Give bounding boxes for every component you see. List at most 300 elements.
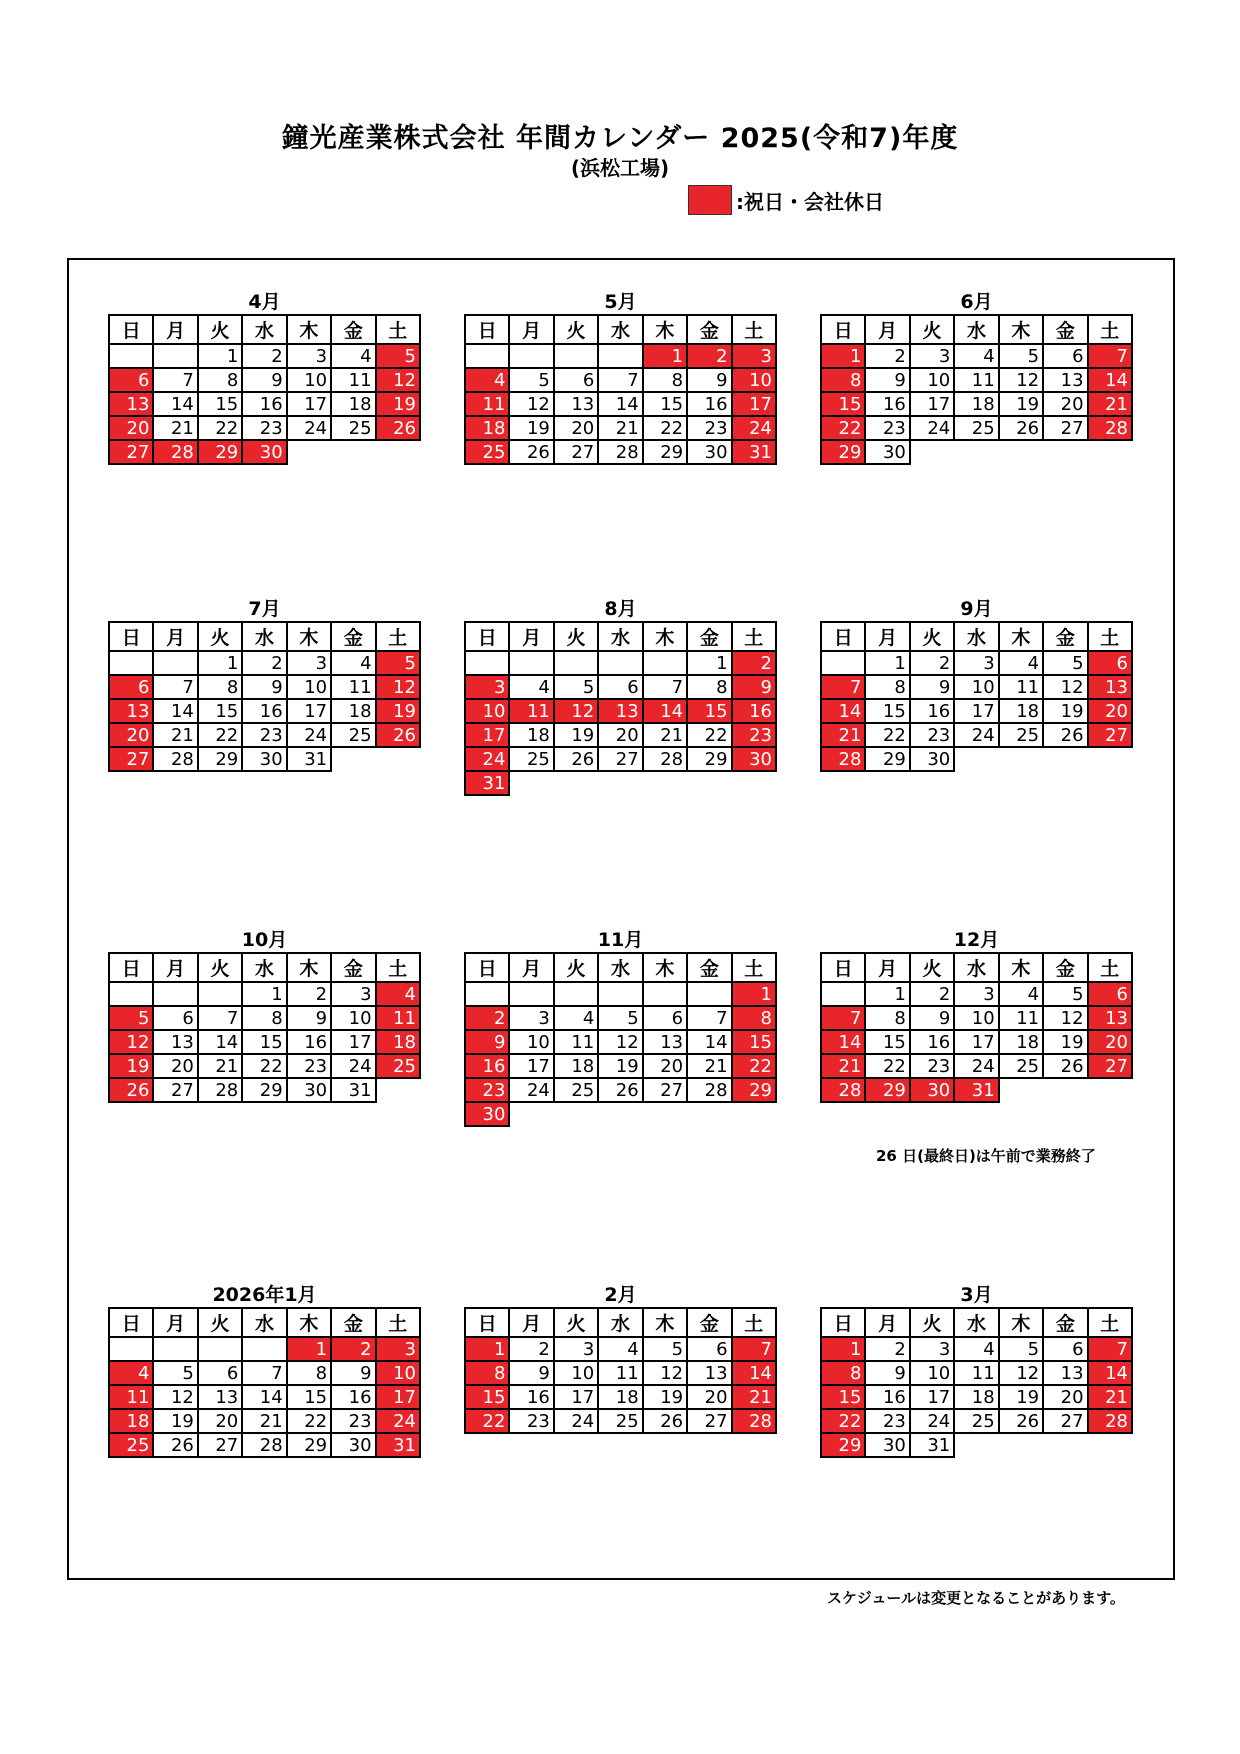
day-cell: 9 [865, 1361, 909, 1385]
weekday-header: 月 [509, 622, 553, 651]
holiday-cell: 13 [1088, 675, 1132, 699]
day-cell: 9 [242, 368, 286, 392]
day-cell: 4 [331, 344, 375, 368]
weekday-header: 日 [109, 315, 153, 344]
weekday-header: 土 [1088, 622, 1132, 651]
weekday-header: 木 [643, 315, 687, 344]
day-cell: 25 [954, 416, 998, 440]
weekday-header: 水 [598, 622, 642, 651]
week-row [465, 344, 776, 368]
holiday-cell: 24 [732, 416, 776, 440]
holiday-cell: 15 [732, 1030, 776, 1054]
week-row [109, 1078, 420, 1102]
weekday-header: 日 [821, 1308, 865, 1337]
week-row [821, 1433, 1132, 1457]
empty-day-cell [153, 982, 197, 1006]
day-cell: 24 [910, 1409, 954, 1433]
weekday-header: 月 [509, 1308, 553, 1337]
week-row [821, 747, 1132, 771]
week-row [109, 1385, 420, 1409]
day-cell: 22 [287, 1409, 331, 1433]
month-calendar [108, 1283, 421, 1458]
day-cell: 23 [910, 723, 954, 747]
day-cell: 4 [331, 651, 375, 675]
day-cell: 2 [910, 982, 954, 1006]
empty-day-cell [465, 344, 509, 368]
weekday-header: 土 [732, 1308, 776, 1337]
day-cell: 22 [687, 723, 731, 747]
page-title: 鐘光産業株式会社 年間カレンダー 2025(令和7)年度 [281, 123, 959, 154]
day-cell: 2 [242, 344, 286, 368]
empty-day-cell [643, 651, 687, 675]
day-cell: 19 [643, 1385, 687, 1409]
month-grid [820, 1307, 1133, 1458]
day-cell: 3 [509, 1006, 553, 1030]
month-grid [464, 621, 777, 796]
holiday-cell: 14 [821, 1030, 865, 1054]
day-cell: 9 [509, 1361, 553, 1385]
empty-day-cell [331, 440, 375, 464]
weekday-header: 水 [242, 315, 286, 344]
holiday-cell: 21 [1088, 392, 1132, 416]
weekday-header: 木 [999, 622, 1043, 651]
week-row [109, 1433, 420, 1457]
week-row [821, 1078, 1132, 1102]
day-cell: 5 [153, 1361, 197, 1385]
weekday-header-row [465, 315, 776, 344]
weekday-header: 金 [1043, 315, 1087, 344]
week-row [465, 1078, 776, 1102]
day-cell: 26 [554, 747, 598, 771]
holiday-cell: 20 [109, 723, 153, 747]
weekday-header: 火 [198, 953, 242, 982]
december-note: 26 日(最終日)は午前で業務終了 [876, 1147, 1096, 1165]
weekday-header-row [821, 622, 1132, 651]
weekday-header: 土 [376, 315, 420, 344]
holiday-cell: 21 [1088, 1385, 1132, 1409]
weekday-header: 火 [198, 622, 242, 651]
holiday-cell: 13 [1088, 1006, 1132, 1030]
day-cell: 1 [865, 982, 909, 1006]
month-title: 2026年1月 [212, 1284, 317, 1306]
holiday-cell: 25 [376, 1054, 420, 1078]
day-cell: 14 [687, 1030, 731, 1054]
day-cell: 12 [153, 1385, 197, 1409]
day-cell: 14 [198, 1030, 242, 1054]
weekday-header: 日 [465, 622, 509, 651]
day-cell: 10 [554, 1361, 598, 1385]
holiday-cell: 12 [109, 1030, 153, 1054]
day-cell: 23 [910, 1054, 954, 1078]
day-cell: 16 [910, 699, 954, 723]
weekday-header: 木 [999, 1308, 1043, 1337]
day-cell: 29 [287, 1433, 331, 1457]
day-cell: 4 [999, 982, 1043, 1006]
weekday-header: 火 [910, 953, 954, 982]
day-cell: 25 [999, 723, 1043, 747]
day-cell: 5 [1043, 982, 1087, 1006]
day-cell: 3 [287, 344, 331, 368]
day-cell: 20 [643, 1054, 687, 1078]
week-row [109, 675, 420, 699]
week-row [465, 1361, 776, 1385]
weekday-header: 金 [331, 622, 375, 651]
empty-day-cell [509, 982, 553, 1006]
empty-day-cell [954, 1433, 998, 1457]
holiday-cell: 16 [732, 699, 776, 723]
week-row [465, 699, 776, 723]
holiday-cell: 20 [109, 416, 153, 440]
empty-day-cell [598, 771, 642, 795]
holiday-cell: 7 [732, 1337, 776, 1361]
empty-day-cell [999, 747, 1043, 771]
holiday-cell: 18 [109, 1409, 153, 1433]
weekday-header: 火 [554, 1308, 598, 1337]
day-cell: 14 [153, 392, 197, 416]
day-cell: 8 [643, 368, 687, 392]
day-cell: 26 [999, 416, 1043, 440]
day-cell: 3 [554, 1337, 598, 1361]
day-cell: 14 [153, 699, 197, 723]
day-cell: 2 [910, 651, 954, 675]
week-row [109, 982, 420, 1006]
week-row [465, 651, 776, 675]
day-cell: 24 [954, 723, 998, 747]
holiday-cell: 31 [732, 440, 776, 464]
day-cell: 8 [865, 1006, 909, 1030]
day-cell: 7 [687, 1006, 731, 1030]
weekday-header: 月 [153, 622, 197, 651]
day-cell: 30 [687, 440, 731, 464]
day-cell: 13 [687, 1361, 731, 1385]
week-row [109, 440, 420, 464]
empty-day-cell [1043, 440, 1087, 464]
day-cell: 22 [643, 416, 687, 440]
holiday-cell: 29 [198, 440, 242, 464]
day-cell: 1 [865, 651, 909, 675]
holiday-cell: 3 [376, 1337, 420, 1361]
week-row [465, 1102, 776, 1126]
holiday-cell: 26 [376, 416, 420, 440]
day-cell: 26 [999, 1409, 1043, 1433]
week-row [109, 344, 420, 368]
weekday-header-row [821, 315, 1132, 344]
day-cell: 4 [999, 651, 1043, 675]
empty-day-cell [954, 747, 998, 771]
empty-day-cell [999, 1433, 1043, 1457]
day-cell: 10 [910, 368, 954, 392]
holiday-cell: 4 [376, 982, 420, 1006]
weekday-header: 金 [687, 315, 731, 344]
day-cell: 13 [153, 1030, 197, 1054]
day-cell: 17 [954, 1030, 998, 1054]
week-row [465, 982, 776, 1006]
day-cell: 16 [687, 392, 731, 416]
week-row [109, 1054, 420, 1078]
day-cell: 15 [643, 392, 687, 416]
empty-day-cell [910, 440, 954, 464]
weekday-header: 日 [821, 315, 865, 344]
holiday-cell: 1 [732, 982, 776, 1006]
holiday-cell: 6 [1088, 982, 1132, 1006]
day-cell: 5 [1043, 651, 1087, 675]
holiday-cell: 11 [465, 392, 509, 416]
weekday-header: 金 [331, 953, 375, 982]
holiday-cell: 27 [109, 747, 153, 771]
month-title: 11月 [597, 929, 644, 951]
week-row [465, 747, 776, 771]
empty-day-cell [509, 651, 553, 675]
week-row [821, 1054, 1132, 1078]
day-cell: 4 [509, 675, 553, 699]
day-cell: 5 [598, 1006, 642, 1030]
holiday-cell: 27 [109, 440, 153, 464]
week-row [465, 771, 776, 795]
holiday-cell: 5 [109, 1006, 153, 1030]
day-cell: 7 [153, 368, 197, 392]
day-cell: 15 [865, 699, 909, 723]
day-cell: 8 [242, 1006, 286, 1030]
weekday-header-row [465, 953, 776, 982]
holiday-cell: 29 [821, 440, 865, 464]
week-row [465, 723, 776, 747]
empty-day-cell [376, 440, 420, 464]
holiday-cell: 16 [465, 1054, 509, 1078]
day-cell: 21 [153, 723, 197, 747]
empty-day-cell [376, 1078, 420, 1102]
day-cell: 9 [910, 1006, 954, 1030]
week-row [821, 416, 1132, 440]
day-cell: 15 [287, 1385, 331, 1409]
holiday-cell: 13 [109, 699, 153, 723]
day-cell: 31 [331, 1078, 375, 1102]
holiday-cell: 10 [376, 1361, 420, 1385]
day-cell: 21 [598, 416, 642, 440]
empty-day-cell [732, 771, 776, 795]
empty-day-cell [643, 771, 687, 795]
weekday-header: 水 [954, 953, 998, 982]
legend-swatch [688, 185, 732, 215]
day-cell: 24 [287, 416, 331, 440]
empty-day-cell [598, 344, 642, 368]
day-cell: 24 [331, 1054, 375, 1078]
day-cell: 18 [331, 392, 375, 416]
day-cell: 2 [865, 1337, 909, 1361]
week-row [821, 1337, 1132, 1361]
weekday-header: 月 [865, 1308, 909, 1337]
day-cell: 13 [643, 1030, 687, 1054]
month-grid [464, 314, 777, 465]
day-cell: 24 [910, 416, 954, 440]
day-cell: 8 [198, 675, 242, 699]
day-cell: 3 [910, 344, 954, 368]
week-row [821, 982, 1132, 1006]
empty-day-cell [821, 982, 865, 1006]
day-cell: 20 [598, 723, 642, 747]
month-grid [108, 952, 421, 1103]
holiday-cell: 28 [732, 1409, 776, 1433]
weekday-header: 金 [1043, 622, 1087, 651]
holiday-cell: 31 [465, 771, 509, 795]
day-cell: 16 [509, 1385, 553, 1409]
week-row [821, 675, 1132, 699]
empty-day-cell [687, 771, 731, 795]
day-cell: 31 [910, 1433, 954, 1457]
weekday-header: 木 [287, 315, 331, 344]
holiday-cell: 24 [376, 1409, 420, 1433]
holiday-cell: 11 [509, 699, 553, 723]
day-cell: 18 [598, 1385, 642, 1409]
weekday-header: 日 [109, 622, 153, 651]
empty-day-cell [198, 1337, 242, 1361]
day-cell: 27 [1043, 416, 1087, 440]
day-cell: 21 [242, 1409, 286, 1433]
holiday-cell: 10 [465, 699, 509, 723]
holiday-cell: 1 [821, 1337, 865, 1361]
day-cell: 30 [910, 747, 954, 771]
day-cell: 17 [509, 1054, 553, 1078]
day-cell: 17 [910, 1385, 954, 1409]
holiday-cell: 22 [732, 1054, 776, 1078]
day-cell: 5 [999, 344, 1043, 368]
month-title: 6月 [960, 291, 993, 313]
holiday-cell: 1 [821, 344, 865, 368]
weekday-header: 金 [687, 622, 731, 651]
holiday-cell: 22 [821, 1409, 865, 1433]
day-cell: 3 [331, 982, 375, 1006]
day-cell: 28 [643, 747, 687, 771]
month-title: 10月 [241, 929, 288, 951]
holiday-cell: 28 [153, 440, 197, 464]
holiday-cell: 8 [821, 1361, 865, 1385]
month-grid [464, 952, 777, 1127]
holiday-cell: 19 [376, 699, 420, 723]
weekday-header: 土 [1088, 1308, 1132, 1337]
day-cell: 5 [554, 675, 598, 699]
day-cell: 11 [954, 1361, 998, 1385]
weekday-header: 土 [376, 622, 420, 651]
day-cell: 18 [954, 1385, 998, 1409]
holiday-cell: 3 [465, 675, 509, 699]
holiday-cell: 19 [109, 1054, 153, 1078]
day-cell: 2 [242, 651, 286, 675]
empty-day-cell [287, 440, 331, 464]
day-cell: 18 [999, 699, 1043, 723]
empty-day-cell [554, 651, 598, 675]
holiday-cell: 7 [1088, 1337, 1132, 1361]
empty-day-cell [153, 651, 197, 675]
week-row [109, 723, 420, 747]
week-row [821, 1006, 1132, 1030]
day-cell: 6 [1043, 344, 1087, 368]
day-cell: 18 [954, 392, 998, 416]
holiday-cell: 2 [732, 651, 776, 675]
day-cell: 13 [554, 392, 598, 416]
weekday-header: 水 [242, 953, 286, 982]
empty-day-cell [643, 1102, 687, 1126]
empty-day-cell [1088, 1433, 1132, 1457]
empty-day-cell [554, 344, 598, 368]
day-cell: 12 [999, 1361, 1043, 1385]
weekday-header: 月 [509, 953, 553, 982]
holiday-cell: 7 [821, 1006, 865, 1030]
month-calendar [108, 928, 421, 1103]
day-cell: 28 [198, 1078, 242, 1102]
day-cell: 28 [598, 440, 642, 464]
week-row [109, 1337, 420, 1361]
day-cell: 22 [198, 723, 242, 747]
holiday-cell: 22 [821, 416, 865, 440]
weekday-header: 日 [821, 622, 865, 651]
day-cell: 19 [598, 1054, 642, 1078]
day-cell: 20 [198, 1409, 242, 1433]
day-cell: 1 [198, 651, 242, 675]
holiday-cell: 26 [376, 723, 420, 747]
week-row [109, 1361, 420, 1385]
day-cell: 10 [910, 1361, 954, 1385]
week-row [465, 368, 776, 392]
empty-day-cell [465, 982, 509, 1006]
week-row [465, 1385, 776, 1409]
weekday-header: 水 [954, 622, 998, 651]
day-cell: 3 [910, 1337, 954, 1361]
day-cell: 26 [1043, 723, 1087, 747]
day-cell: 20 [1043, 1385, 1087, 1409]
holiday-cell: 4 [109, 1361, 153, 1385]
holiday-cell: 13 [598, 699, 642, 723]
weekday-header: 月 [865, 953, 909, 982]
day-cell: 19 [1043, 699, 1087, 723]
holiday-cell: 18 [465, 416, 509, 440]
holiday-cell: 15 [687, 699, 731, 723]
empty-day-cell [198, 982, 242, 1006]
month-grid [108, 314, 421, 465]
day-cell: 22 [865, 1054, 909, 1078]
holiday-cell: 14 [732, 1361, 776, 1385]
day-cell: 9 [331, 1361, 375, 1385]
day-cell: 2 [509, 1337, 553, 1361]
day-cell: 9 [687, 368, 731, 392]
holiday-cell: 6 [109, 675, 153, 699]
month-grid [108, 621, 421, 772]
month-grid [108, 1307, 421, 1458]
day-cell: 9 [287, 1006, 331, 1030]
holiday-cell: 7 [821, 675, 865, 699]
month-grid [820, 952, 1133, 1103]
weekday-header: 月 [509, 315, 553, 344]
day-cell: 4 [954, 1337, 998, 1361]
empty-day-cell [687, 1102, 731, 1126]
week-row [821, 440, 1132, 464]
weekday-header: 日 [465, 315, 509, 344]
empty-day-cell [554, 982, 598, 1006]
day-cell: 11 [331, 675, 375, 699]
day-cell: 3 [287, 651, 331, 675]
holiday-cell: 29 [732, 1078, 776, 1102]
holiday-cell: 29 [865, 1078, 909, 1102]
weekday-header: 水 [954, 315, 998, 344]
day-cell: 20 [687, 1385, 731, 1409]
month-calendar [464, 290, 777, 465]
day-cell: 16 [910, 1030, 954, 1054]
holiday-cell: 14 [1088, 368, 1132, 392]
weekday-header: 月 [153, 315, 197, 344]
day-cell: 1 [242, 982, 286, 1006]
empty-day-cell [999, 440, 1043, 464]
empty-day-cell [1043, 747, 1087, 771]
weekday-header-row [821, 1308, 1132, 1337]
day-cell: 28 [687, 1078, 731, 1102]
